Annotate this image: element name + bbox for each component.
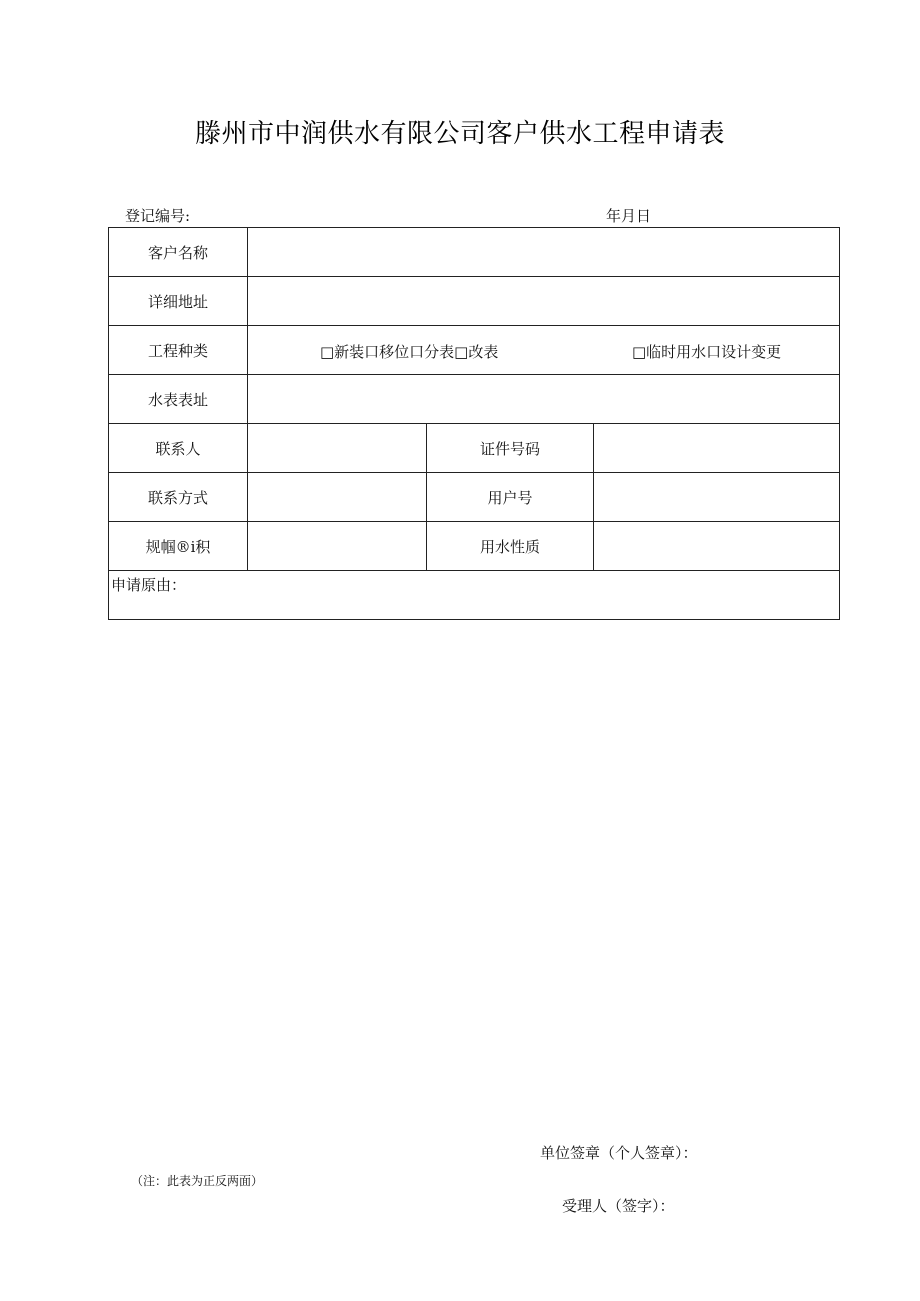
date-label: 年月日 (606, 207, 652, 225)
customer-name-field[interactable] (248, 228, 840, 277)
contact-person-label: 联系人 (109, 424, 248, 473)
project-type-options (248, 326, 840, 375)
customer-name-label: 客户名称 (109, 228, 248, 277)
meter-address-field[interactable] (248, 375, 840, 424)
row-customer-name (109, 228, 840, 277)
registration-number-label: 登记编号: (125, 207, 191, 225)
contact-method-field[interactable] (248, 473, 427, 522)
project-type-options-secondary[interactable]: □临时用水口设计变更 (632, 343, 782, 361)
meter-address-label: 水表表址 (109, 375, 248, 424)
scale-area-field[interactable] (248, 522, 427, 571)
row-reason (109, 571, 840, 620)
account-number-field[interactable] (594, 473, 840, 522)
row-address (109, 277, 840, 326)
seal-label: 单位签章（个人签章）： (540, 1144, 698, 1162)
project-type-label: 工程种类 (109, 326, 248, 375)
water-nature-label: 用水性质 (427, 522, 594, 571)
address-label: 详细地址 (109, 277, 248, 326)
contact-person-field[interactable] (248, 424, 427, 473)
id-number-label: 证件号码 (427, 424, 594, 473)
project-type-options-primary[interactable]: □新装口移位口分表□改表 (320, 343, 499, 361)
reason-label: 申请原由： (111, 576, 187, 594)
footer-note: （注：此表为正反两面） (131, 1174, 264, 1188)
address-field[interactable] (248, 277, 840, 326)
account-number-label: 用户号 (427, 473, 594, 522)
row-contact (109, 424, 840, 473)
row-scale (109, 522, 840, 571)
contact-method-label: 联系方式 (109, 473, 248, 522)
form-title: 滕州市中润供水有限公司客户供水工程申请表 (194, 119, 725, 149)
row-project-type (109, 326, 840, 375)
application-form-table (108, 227, 840, 1162)
row-contact-method (109, 473, 840, 522)
reason-field[interactable] (109, 571, 840, 1162)
id-number-field[interactable] (594, 424, 840, 473)
scale-area-label: 规帼®i积 (109, 522, 248, 571)
row-meter-address (109, 375, 840, 424)
water-nature-field[interactable] (594, 522, 840, 571)
handler-signature-label: 受理人（签字）： (562, 1197, 675, 1215)
